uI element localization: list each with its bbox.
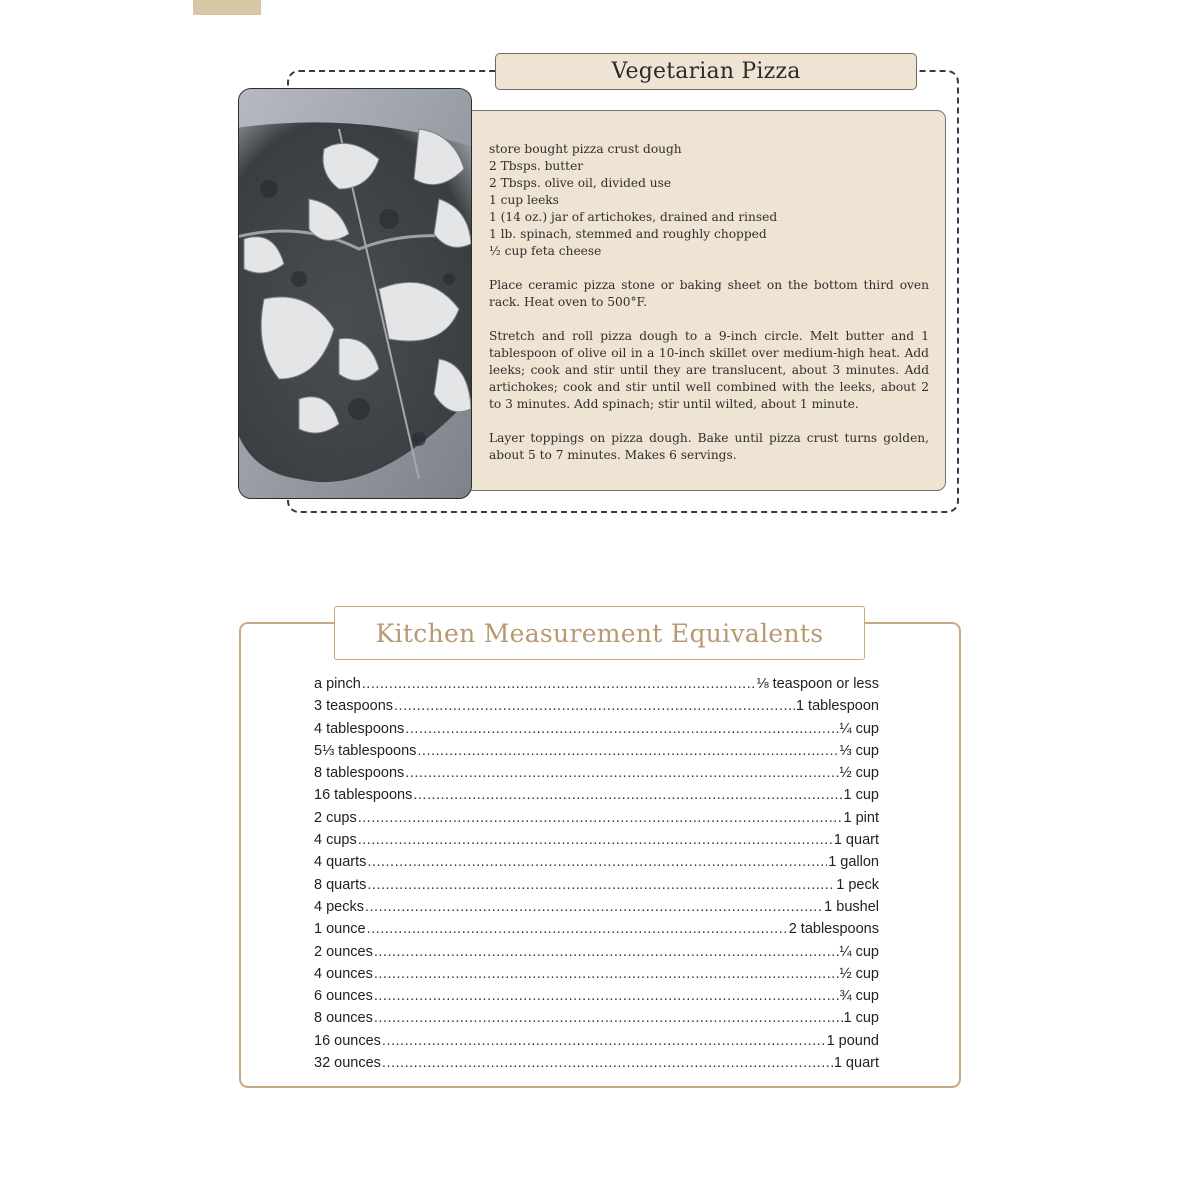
measurement-label: 4 ounces <box>314 965 373 982</box>
measurement-value: ⅓ cup <box>839 742 879 759</box>
measurement-row <box>314 784 879 806</box>
dot-leader <box>374 941 839 963</box>
measurement-label: 8 ounces <box>314 1010 373 1027</box>
measurement-row <box>314 740 879 762</box>
measurement-value: 1 quart <box>833 832 879 849</box>
measurement-label: 16 ounces <box>314 1032 381 1049</box>
measurement-row <box>314 941 879 963</box>
ingredient-item: 1 cup leeks <box>489 193 559 207</box>
dot-leader <box>374 1007 843 1029</box>
recipe-step: Stretch and roll pizza dough to a 9-inch circle. Melt butter and 1 tablespoon of olive oil in a 10-inch skillet over medium-high heat. Add leeks; cook and stir until they are translucent, about 3 minutes. Add artichokes; cook and stir until well combined with the leeks, about 2 to 3 minutes. Add spinach; stir until wilted, about 1 minute. <box>489 329 929 411</box>
measurement-label: 4 cups <box>314 832 357 849</box>
dot-leader <box>405 718 838 740</box>
measurement-value: 1 bushel <box>824 898 879 915</box>
measurement-row <box>314 985 879 1007</box>
ingredient-item: 2 Tbsps. butter <box>489 159 584 173</box>
dot-leader <box>367 851 827 873</box>
measurement-row <box>314 851 879 873</box>
dot-leader <box>374 963 839 985</box>
measurement-value: 1 cup <box>843 787 879 804</box>
measurement-list <box>314 673 879 1074</box>
dot-leader <box>382 1052 833 1074</box>
recipe-step: Layer toppings on pizza dough. Bake until pizza crust turns golden, about 5 to 7 minutes. Makes 6 servings. <box>489 431 929 462</box>
measurement-row <box>314 1030 879 1052</box>
measurement-row <box>314 874 879 896</box>
dot-leader <box>374 985 839 1007</box>
measurement-row <box>314 918 879 940</box>
dot-leader <box>382 1030 826 1052</box>
measurement-row <box>314 673 879 695</box>
dot-leader <box>367 874 835 896</box>
ingredient-item: store bought pizza crust dough <box>489 142 682 156</box>
dot-leader <box>394 695 795 717</box>
ingredient-item: 2 Tbsps. olive oil, divided use <box>489 176 672 190</box>
dot-leader <box>365 896 823 918</box>
dot-leader <box>413 784 842 806</box>
measurement-label: 2 ounces <box>314 943 373 960</box>
dot-leader <box>358 829 833 851</box>
measurement-row <box>314 718 879 740</box>
dot-leader <box>367 918 788 940</box>
measurement-row <box>314 695 879 717</box>
measurement-label: 8 quarts <box>314 876 367 893</box>
measurement-row <box>314 963 879 985</box>
measurement-value: 1 cup <box>843 1010 879 1027</box>
dot-leader <box>405 762 838 784</box>
recipe-text <box>489 141 929 464</box>
dot-leader <box>362 673 756 695</box>
measurement-value: ¾ cup <box>839 988 879 1005</box>
ingredient-item: ½ cup feta cheese <box>489 244 602 258</box>
measurement-value: 1 quart <box>833 1055 879 1072</box>
dot-leader <box>358 807 843 829</box>
measurement-label: 2 cups <box>314 809 357 826</box>
measurement-value: 2 tablespoons <box>788 921 879 938</box>
recipe-title: Vegetarian Pizza <box>611 59 801 84</box>
measurement-value: ¼ cup <box>839 720 879 737</box>
measurement-label: 3 teaspoons <box>314 698 394 715</box>
recipe-step: Place ceramic pizza stone or baking sheet on the bottom third oven rack. Heat oven to 500°F. <box>489 278 929 309</box>
measurement-value: 1 tablespoon <box>795 698 879 715</box>
measurement-row <box>314 1007 879 1029</box>
ingredient-list <box>489 141 929 260</box>
measurement-row <box>314 896 879 918</box>
measurement-row <box>314 1052 879 1074</box>
measurement-label: 4 tablespoons <box>314 720 405 737</box>
measurement-label: 16 tablespoons <box>314 787 413 804</box>
measurement-value: ⅛ teaspoon or less <box>756 676 879 692</box>
dot-leader <box>417 740 838 762</box>
recipe-title-tab <box>495 53 917 90</box>
measurement-value: ½ cup <box>839 965 879 982</box>
measurement-title: Kitchen Measurement Equivalents <box>375 618 824 648</box>
measurement-label: 5⅓ tablespoons <box>314 742 417 759</box>
measurement-value: ¼ cup <box>839 943 879 960</box>
measurement-label: 4 pecks <box>314 898 364 915</box>
measurement-value: 1 gallon <box>828 854 879 871</box>
measurement-value: 1 pint <box>843 809 879 826</box>
measurement-row <box>314 762 879 784</box>
measurement-value: 1 pound <box>826 1032 879 1049</box>
measurement-label: 8 tablespoons <box>314 765 405 782</box>
ingredient-item: 1 lb. spinach, stemmed and roughly chopped <box>489 227 767 241</box>
ingredient-item: 1 (14 oz.) jar of artichokes, drained and rinsed <box>489 210 778 224</box>
measurement-value: ½ cup <box>839 765 879 782</box>
measurement-value: 1 peck <box>836 876 879 893</box>
measurement-row <box>314 829 879 851</box>
pizza-photo <box>238 88 472 499</box>
measurement-row <box>314 807 879 829</box>
measurement-label: a pinch <box>314 676 361 692</box>
measurement-title-box <box>334 606 865 660</box>
measurement-label: 4 quarts <box>314 854 367 871</box>
measurement-label: 6 ounces <box>314 988 373 1005</box>
corner-tab <box>193 0 261 15</box>
measurement-label: 1 ounce <box>314 921 366 938</box>
measurement-label: 32 ounces <box>314 1055 381 1072</box>
